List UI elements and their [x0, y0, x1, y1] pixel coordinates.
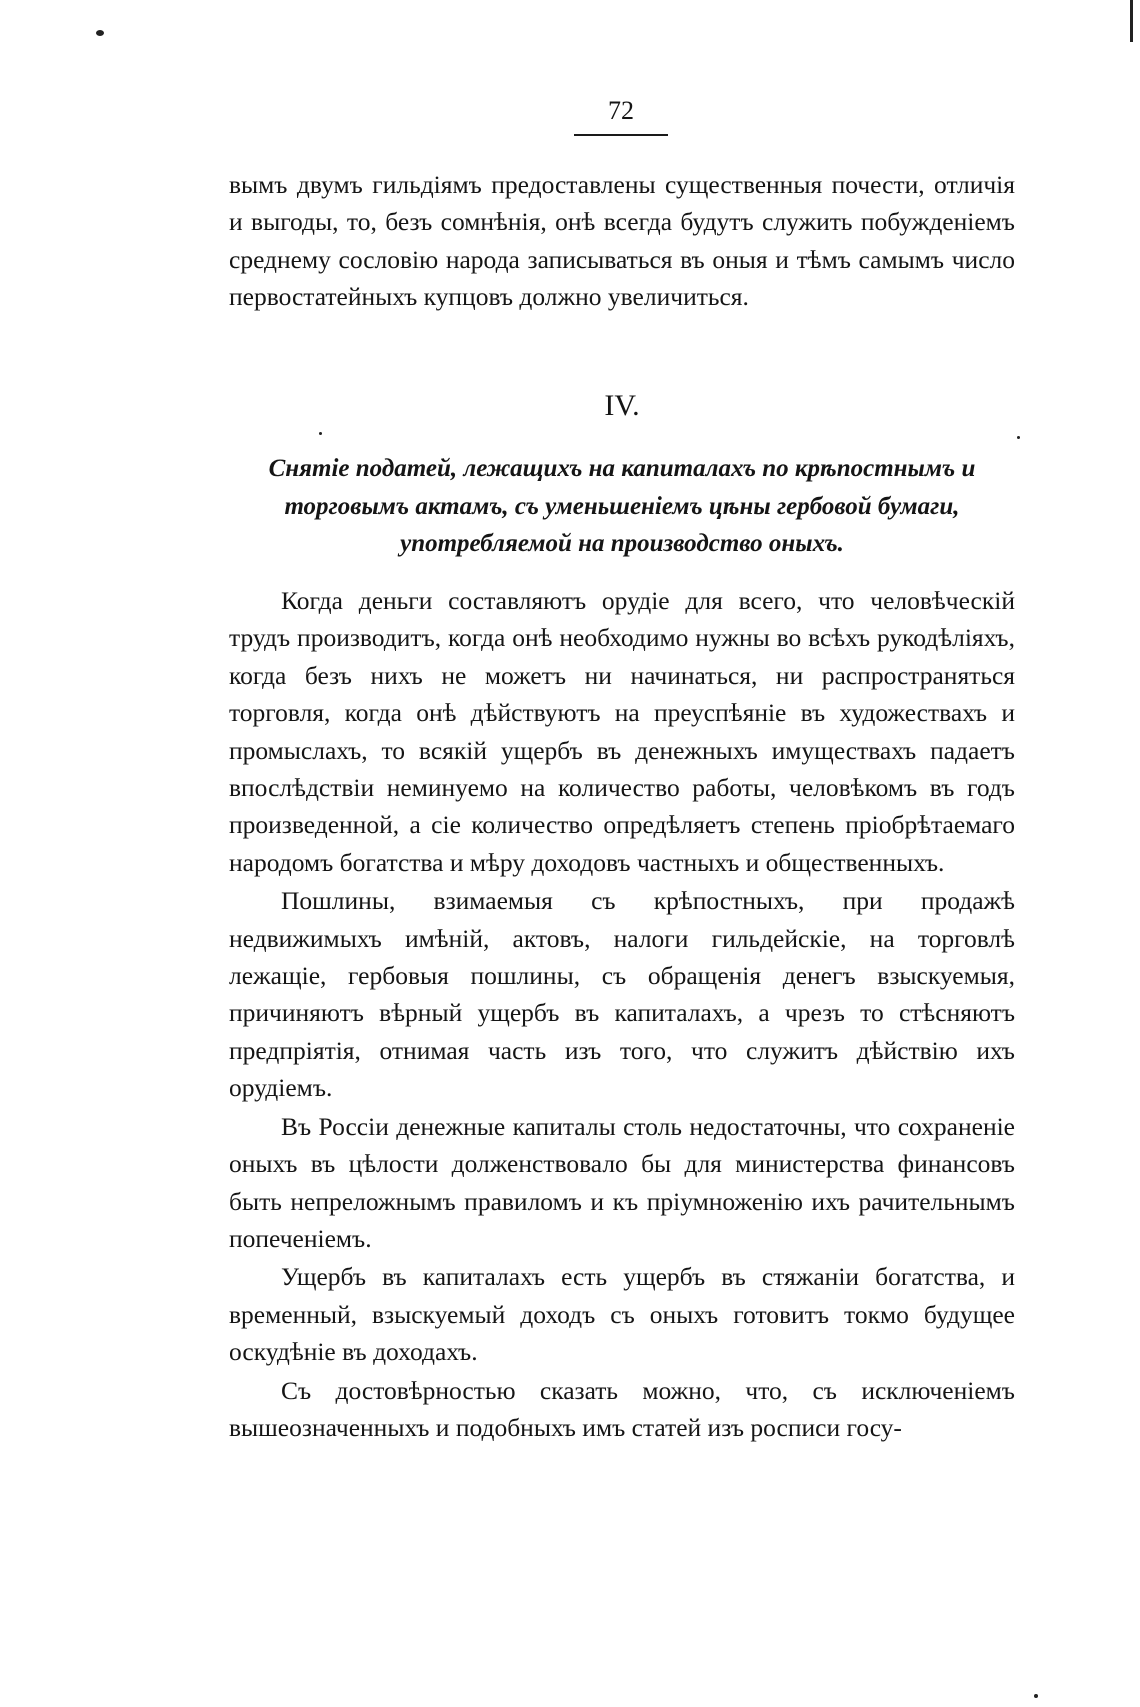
- section-numeral: IV.: [604, 389, 640, 422]
- paragraph: Пошлины, взимаемыя съ крѣпостныхъ, при продажѣ недвижимыхъ имѣній, актовъ, налоги гильдейскіе, на торговлѣ лежащіе, гербовыя пошлины, съ обращенія денегъ взыскуемыя, причиняютъ вѣрный ущербъ въ капиталахъ, а чрезъ то стѣсняютъ предпріятія, отнимая часть изъ того, что служитъ дѣйствію ихъ орудіемъ.: [229, 886, 1015, 1103]
- paragraph: Въ Россіи денежные капиталы столь недостаточны, что сохраненіе оныхъ въ цѣлости долженствовало бы для министерства финансовъ быть непреложнымъ правиломъ и къ пріумноженію ихъ рачительнымъ попеченіемъ.: [229, 1111, 1015, 1253]
- ink-speck: [1034, 1694, 1038, 1698]
- continuation-paragraph: вымъ двумъ гильдіямъ предоставлены существенныя почести, отличія и выгоды, то, безъ сомнѣнія, онѣ всегда будутъ служить побужденіемъ среднему сословію народа записываться въ оныя и тѣмъ самымъ число первостатейныхъ купцовъ должно увеличиться.: [229, 170, 1015, 312]
- body-text: [229, 582, 1015, 1447]
- paragraph: Ущербъ въ капиталахъ есть ущербъ въ стяжаніи богатства, и временный, взыскуемый доходъ съ оныхъ готовитъ токмо будущее оскудѣніе въ доходахъ.: [229, 1262, 1015, 1367]
- ink-speck: [1017, 436, 1020, 439]
- paragraph: Когда деньги составляютъ орудіе для всего, что человѣческій трудъ производитъ, когда онѣ необходимо нужны во всѣхъ рукодѣліяхъ, когда безъ нихъ не можетъ ни начинаться, ни распространяться торговля, когда онѣ дѣйствуютъ на преуспѣяніе въ художествахъ и промыслахъ, то всякій ущербъ въ денежныхъ имуществахъ падаетъ впослѣдствіи неминуемо на количество работы, человѣкомъ въ годъ произведенной, а сіе количество опредѣляетъ степень пріобрѣтаемаго народомъ богатства и мѣру доходовъ частныхъ и общественныхъ.: [229, 586, 1015, 877]
- scan-edge-line: [1130, 0, 1133, 42]
- page-number-rule: [574, 134, 668, 136]
- ink-speck: [96, 30, 104, 36]
- paragraph: Съ достовѣрностью сказать можно, что, съ исключеніемъ вышеозначенныхъ и подобныхъ имъ статей изъ росписи госу-: [229, 1375, 1015, 1442]
- section-heading: Снятіе податей, лежащихъ на капиталахъ по крѣпостнымъ и торговымъ актамъ, съ уменьшеніемъ цѣны гербовой бумаги, употребляемой на производство оныхъ.: [268, 455, 976, 557]
- page-number: 72: [608, 96, 634, 125]
- ink-speck: [319, 432, 322, 435]
